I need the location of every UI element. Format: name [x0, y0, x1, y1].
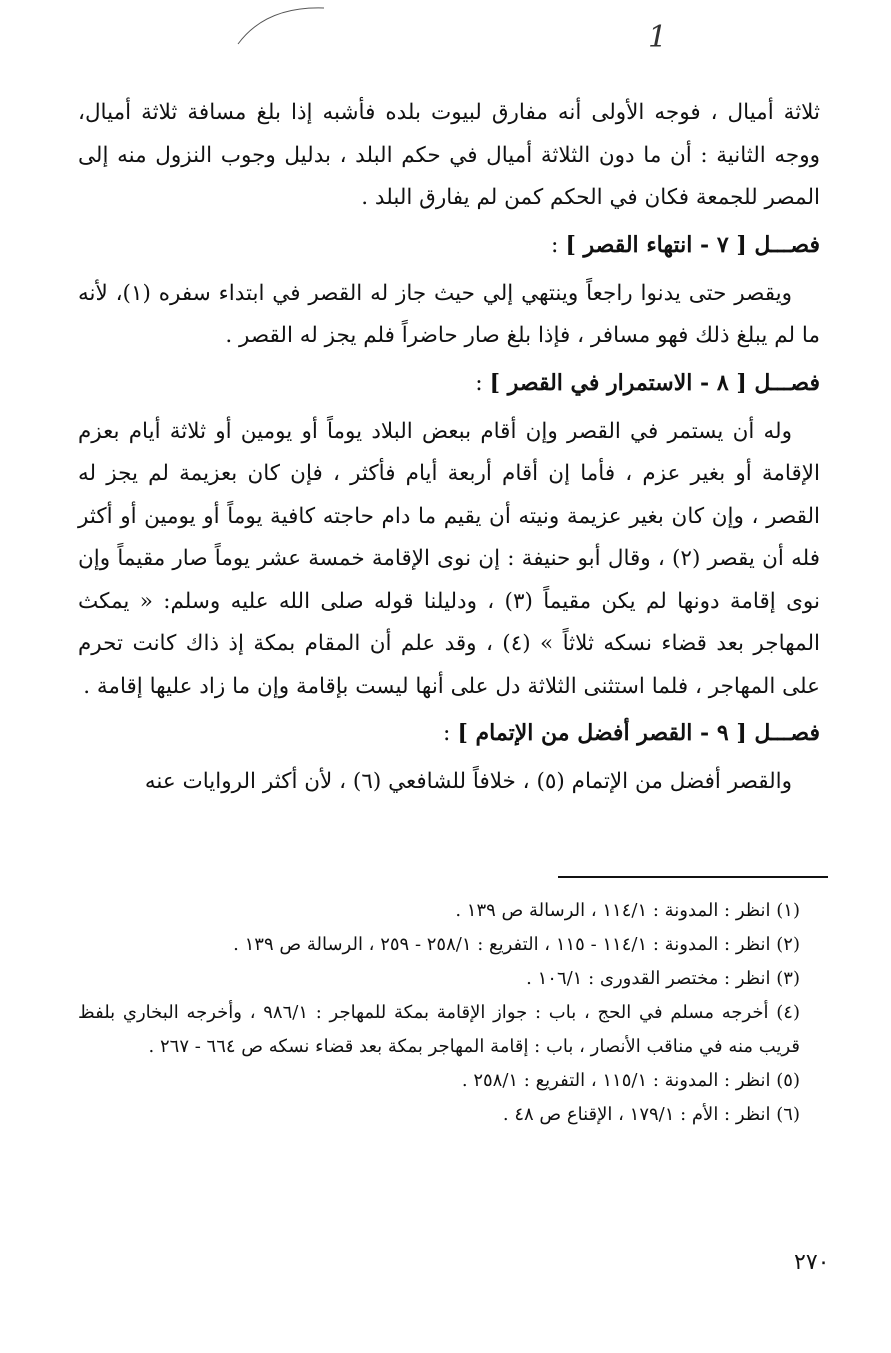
- main-text: [78, 92, 820, 804]
- page-number: ٢٧٠: [794, 1250, 830, 1275]
- footnote-1: (١) انظر : المدونة : ١١٤/١ ، الرسالة ص ١٣٩ .: [455, 900, 800, 921]
- footnote-5: (٥) انظر : المدونة : ١١٥/١ ، التفريع : ٢٥٨/١ .: [461, 1070, 800, 1091]
- paragraph-3: وله أن يستمر في القصر وإن أقام ببعض البلاد يوماً أو يومين أو ثلاثة أيام بعزم الإقامة أو بغير عزم ، فأما إن أقام أربعة أيام فأكثر ، فإن كان بعزيمة لم يجز له القصر ، وإن كان بغير عزيمة ونيته أن يقيم ما دام حاجته كافية يوماً أو يومين أو أكثر فله أن يقصر (٢) ، وقال أبو حنيفة : إن نوى الإقامة خمسة عشر يوماً صار مقيماً وإن نوى إقامة دونها لم يكن مقيماً (٣) ، ودليلنا قوله صلى الله عليه وسلم: « يمكث المهاجر بعد قضاء نسكه ثلاثاً » (٤) ، وقد علم أن المقام بمكة إذ ذاك كانت تحرم على المهاجر ، فلما استثنى الثلاثة دل على أنها ليست بإقامة وإن ما زاد عليها إقامة .: [78, 418, 820, 699]
- footnote-6: (٦) انظر : الأم : ١٧٩/١ ، الإقناع ص ٤٨ .: [502, 1104, 800, 1125]
- paragraph-2: ويقصر حتى يدنوا راجعاً وينتهي إلي حيث جاز له القصر في ابتداء سفره (١)، لأنه ما لم يبلغ ذلك فهو مسافر ، فإذا بلغ صار حاضراً فلم يجز له القصر .: [78, 280, 820, 348]
- section-heading-9: [78, 711, 820, 756]
- footnotes: [78, 894, 820, 1132]
- heading-colon: :: [475, 370, 490, 396]
- heading-colon: :: [551, 232, 566, 258]
- paragraph-1: ثلاثة أميال ، فوجه الأولى أنه مفارق لبيوت بلده فأشبه إذا بلغ مسافة ثلاثة أميال، ووجه الثانية : أن ما دون الثلاثة أميال في حكم البلد ، بدليل وجوب النزول منه إلى المصر للجمعة فكان في الحكم كمن لم يفارق البلد .: [78, 100, 820, 210]
- footnote-2: (٢) انظر : المدونة : ١١٤/١ - ١١٥ ، التفريع : ٢٥٨/١ - ٢٥٩ ، الرسالة ص ١٣٩ .: [233, 934, 800, 955]
- scan-arc-mark: [236, 4, 326, 64]
- section-heading-7-text: فصـــل [ ٧ - انتهاء القصر ]: [565, 231, 820, 258]
- section-heading-8-text: فصـــل [ ٨ - الاستمرار في القصر ]: [489, 369, 820, 396]
- footnote-3: (٣) انظر : مختصر القدورى : ١٠٦/١ .: [526, 968, 800, 989]
- heading-colon: :: [443, 721, 458, 746]
- handwritten-mark: 1: [648, 20, 668, 55]
- section-heading-8: [78, 361, 820, 406]
- footnote-4: (٤) أخرجه مسلم في الحج ، باب : جواز الإقامة بمكة للمهاجر : ٩٨٦/١ ، وأخرجه البخاري بلفظ قريب منه في مناقب الأنصار ، باب : إقامة المهاجر بمكة بعد قضاء نسكه ص ٦٦٤ - ٢٦٧ .: [78, 1002, 800, 1057]
- footnote-divider: [558, 876, 828, 878]
- paragraph-4: والقصر أفضل من الإتمام (٥) ، خلافاً للشافعي (٦) ، لأن أكثر الروايات عنه: [144, 769, 792, 794]
- section-heading-9-text: فصـــل [ ٩ - القصر أفضل من الإتمام ]: [457, 720, 820, 746]
- section-heading-7: [78, 223, 820, 268]
